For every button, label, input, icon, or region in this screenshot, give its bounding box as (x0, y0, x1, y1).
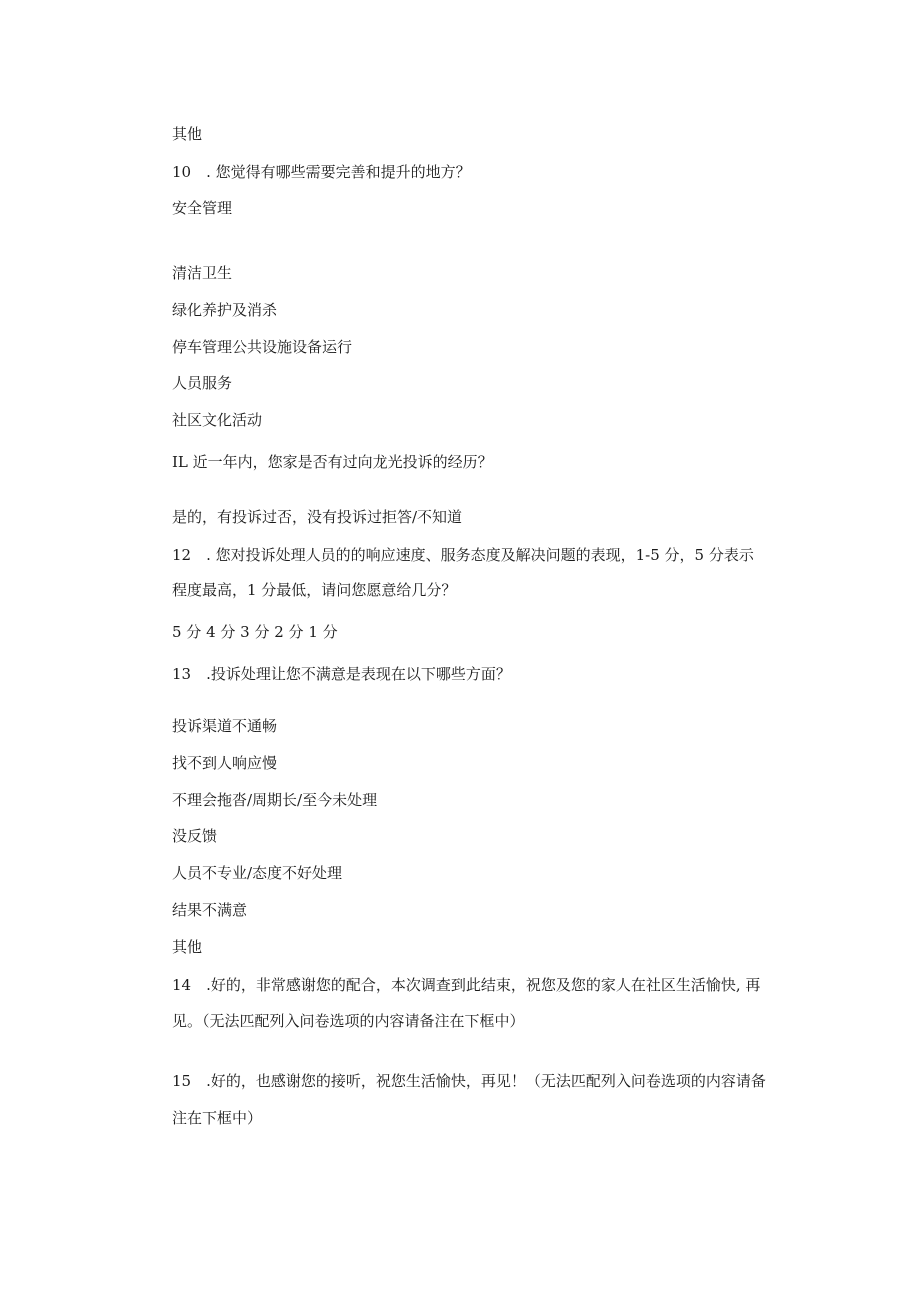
option-delay: 不理会拖沓/周期长/至今未处理 (172, 791, 378, 809)
option-unprofessional: 人员不专业/态度不好处理 (172, 864, 343, 882)
option-security: 安全管理 (172, 199, 233, 217)
option-unsatisfied-result: 结果不满意 (172, 901, 248, 919)
option-parking-facilities: 停车管理公共设施设备运行 (172, 338, 353, 356)
item-14-line-2: 见。（无法匹配列入问卷选项的内容请备注在下框中） (172, 1012, 525, 1030)
question-12-line-2: 程度最高，1 分最低，请问您愿意给几分？ (172, 581, 457, 599)
answer-options-11: 是的，有投诉过否，没有投诉过拒答/不知道 (172, 508, 463, 526)
option-greening: 绿化养护及消杀 (172, 301, 278, 319)
option-staff-service: 人员服务 (172, 374, 233, 392)
question-13: 13 .投诉处理让您不满意是表现在以下哪些方面？ (172, 665, 511, 683)
option-community-culture: 社区文化活动 (172, 411, 263, 429)
option-other: 其他 (172, 125, 203, 143)
option-cleaning: 清洁卫生 (172, 264, 233, 282)
option-no-feedback: 没反馈 (172, 827, 218, 845)
question-11: IL 近一年内，您家是否有过向龙光投诉的经历？ (172, 453, 493, 471)
score-options: 5 分 4 分 3 分 2 分 1 分 (172, 623, 338, 641)
question-10: 10 . 您觉得有哪些需要完善和提升的地方？ (172, 163, 471, 181)
item-15-line-1: 15 .好的，也感谢您的接听，祝您生活愉快，再见！（无法匹配列入问卷选项的内容请备 (172, 1072, 766, 1090)
question-12-line-1: 12 . 您对投诉处理人员的的响应速度、服务态度及解决问题的表现，1-5 分，5 分表示 (172, 546, 754, 564)
option-channel-blocked: 投诉渠道不通畅 (172, 717, 278, 735)
item-15-line-2: 注在下框中） (172, 1109, 263, 1127)
option-slow-response: 找不到人响应慢 (172, 754, 278, 772)
item-14-line-1: 14 .好的，非常感谢您的配合，本次调查到此结束，祝您及您的家人在社区生活愉快, 再 (172, 976, 761, 994)
option-other-2: 其他 (172, 938, 203, 956)
